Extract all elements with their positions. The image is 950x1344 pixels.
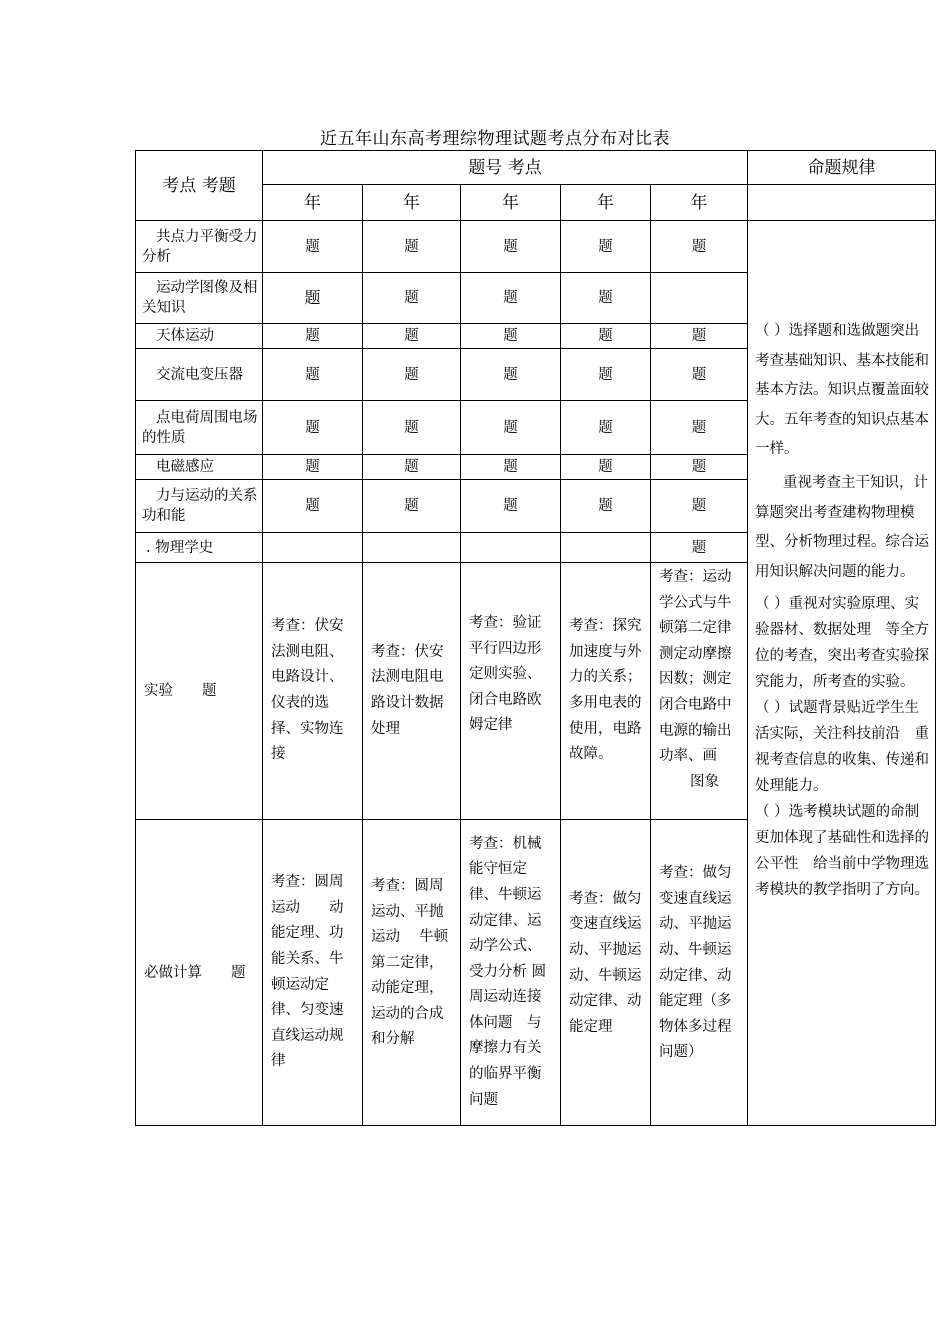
question-cell: 题	[561, 480, 651, 533]
topic-cell: 点电荷周围电场的性质	[136, 401, 263, 455]
question-cell: 题	[363, 401, 461, 455]
calc-cell: 考查：圆周运动 动能定理、功能关系、牛顿运动定律、匀变速直线运动规律	[263, 820, 363, 1126]
distribution-table	[135, 150, 944, 1126]
question-cell: 题	[651, 349, 748, 401]
experiment-label: 实验 题	[136, 563, 263, 820]
question-cell: 题	[461, 455, 561, 480]
topic-cell: 力与运动的关系 功和能	[136, 480, 263, 533]
topic-cell: . 物理学史	[136, 533, 263, 563]
corner-header: 考点 考题	[136, 151, 263, 221]
year-header: 年	[363, 185, 461, 221]
calc-cell: 考查：圆周运动、平抛运动 牛顿第二定律，动能定理，运动的合成和分解	[363, 820, 461, 1126]
question-cell: 题	[263, 273, 363, 324]
question-cell: 题	[561, 324, 651, 349]
experiment-cell	[651, 563, 748, 820]
question-cell: 题	[363, 273, 461, 324]
question-cell	[651, 273, 748, 324]
question-cell: 题	[461, 401, 561, 455]
question-cell	[461, 533, 561, 563]
rule-paragraph: （ ）选择题和选做题突出考查基础知识、基本技能和基本方法。知识点覆盖面较大。五年考查的知识点基本一样。	[755, 323, 930, 458]
topic-cell: 交流电变压器	[136, 349, 263, 401]
year-header: 年	[561, 185, 651, 221]
rule-paragraph: 重视考查主干知识，计算题突出考查建构物理模型、分析物理过程。综合运 用知识解决问题的能力。	[755, 474, 944, 580]
question-cell: 题	[461, 324, 561, 349]
group-header: 题号 考点	[263, 151, 748, 185]
question-cell: 题	[651, 533, 748, 563]
page-title: 近五年山东高考理综物理试题考点分布对比表	[320, 129, 670, 149]
experiment-text: 考查：运动学公式与牛顿第二定律测定动摩擦因数；测定闭合电路中电源的输出功率、画	[659, 569, 732, 765]
table-row	[136, 221, 936, 273]
rule-paragraph: （ ）重视对实验原理、实验器材、数据处理 等全方位的考查，突出考查实验探究能力，所考查的实验。	[755, 596, 930, 691]
experiment-cell: 考查：验证平行四边形定则实验、闭合电路欧姆定律	[461, 563, 561, 820]
rule-header: 命题规律	[748, 151, 936, 185]
question-cell: 题	[263, 324, 363, 349]
topic-cell: 天体运动	[136, 324, 263, 349]
question-cell: 题	[651, 324, 748, 349]
experiment-cell: 考查：探究加速度与外力的关系；多用电表的使用，电路故障。	[561, 563, 651, 820]
experiment-cell: 考查：伏安法测电阻、电路设计、仪表的选择、实物连接	[263, 563, 363, 820]
question-cell: 题	[363, 349, 461, 401]
rule-paragraph: （ ）试题背景贴近学生生活实际，关注科技前沿 重视考查信息的收集、传递和处理能力。	[755, 700, 930, 795]
calc-cell: 考查：做匀变速直线运动、平抛运动、牛顿运动定律、动能定理	[561, 820, 651, 1126]
calc-cell: 考查：做匀变速直线运动、平抛运动、牛顿运动定律、动能定理（多物体多过程问题）	[651, 820, 748, 1126]
question-cell: 题	[561, 455, 651, 480]
question-cell: 题	[461, 273, 561, 324]
rule-paragraph: （ ）选考模块试题的命制更加体现了基础性和选择的公平性 给当前中学物理选考模块的教学指明了方向。	[755, 804, 930, 899]
question-cell	[263, 533, 363, 563]
question-cell	[561, 533, 651, 563]
year-header: 年	[263, 185, 363, 221]
topic-cell: 电磁感应	[136, 455, 263, 480]
experiment-cell: 考查：伏安法测电阻电路设计数据处理	[363, 563, 461, 820]
question-cell: 题	[651, 455, 748, 480]
question-cell: 题	[263, 480, 363, 533]
question-cell: 题	[651, 401, 748, 455]
year-header: 年	[461, 185, 561, 221]
question-cell: 题	[461, 221, 561, 273]
rules-cell	[748, 221, 944, 1126]
rule-header-empty	[748, 185, 936, 221]
question-cell: 题	[263, 221, 363, 273]
question-cell: 题	[363, 455, 461, 480]
calc-cell: 考查：机械能守恒定律、牛顿运动定律、运动学公式、受力分析 圆周运动连接体问题 与摩擦力有关的临界平衡问题	[461, 820, 561, 1126]
question-cell: 题	[263, 455, 363, 480]
question-cell: 题	[651, 221, 748, 273]
calc-label: 必做计算 题	[136, 820, 263, 1126]
topic-cell: 共点力平衡受力分析	[136, 221, 263, 273]
question-cell: 题	[363, 324, 461, 349]
question-cell: 题	[363, 221, 461, 273]
topic-cell: 运动学图像及相关知识	[136, 273, 263, 324]
experiment-text-end: 图象	[690, 773, 720, 790]
question-cell: 题	[461, 480, 561, 533]
question-cell	[363, 533, 461, 563]
question-cell: 题	[561, 349, 651, 401]
question-cell: 题	[561, 273, 651, 324]
question-cell: 题	[263, 349, 363, 401]
question-cell: 题	[263, 401, 363, 455]
question-cell: 题	[561, 401, 651, 455]
year-header: 年	[651, 185, 748, 221]
question-cell: 题	[651, 480, 748, 533]
question-cell: 题	[363, 480, 461, 533]
question-cell: 题	[461, 349, 561, 401]
question-cell: 题	[561, 221, 651, 273]
